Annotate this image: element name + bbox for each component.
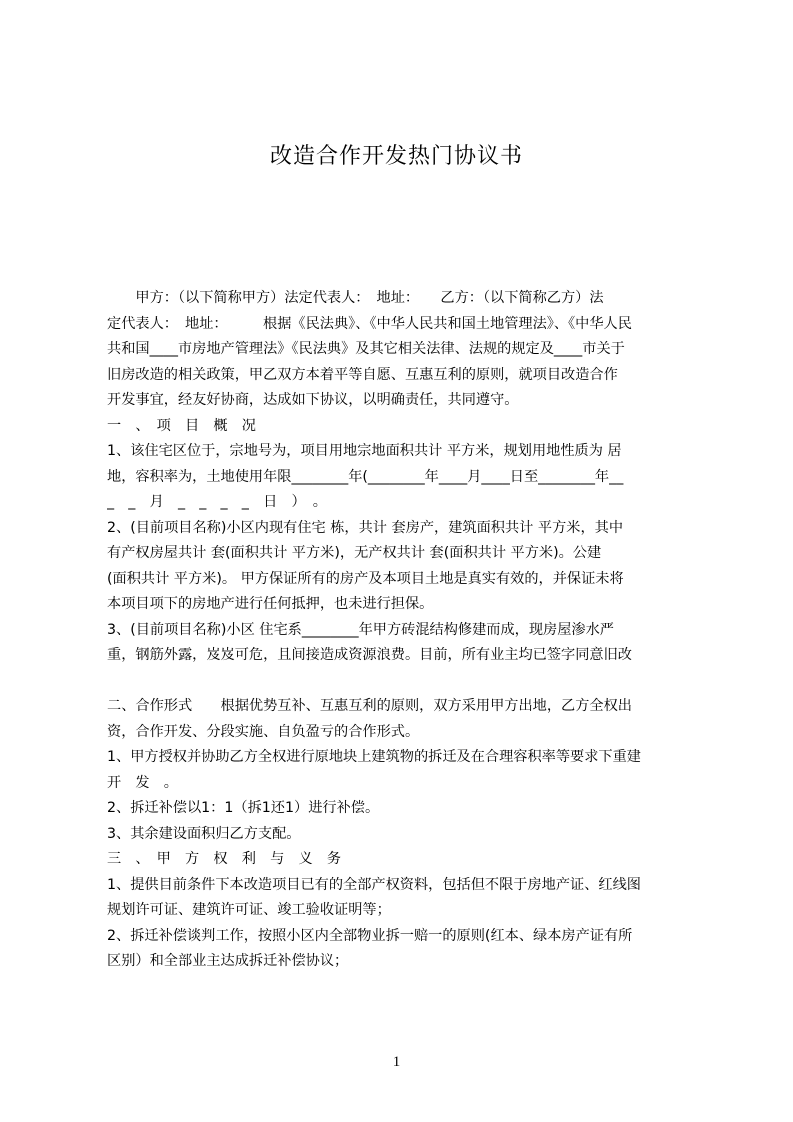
paragraph-line: 旧房改造的相关政策，甲乙双方本着平等自愿、互惠互利的原则，就项目改造合作 [107, 366, 618, 383]
paragraph-line: 1、甲方授权并协助乙方全权进行原地块上建筑物的拆迁及在合理容积率等要求下重建 [107, 749, 641, 765]
paragraph-line: 甲方：（以下简称甲方）法定代表人： 地址： 乙方：（以下简称乙方）法 [107, 290, 604, 306]
paragraph-line: (面积共计 平方米)。 甲方保证所有的房产及本项目土地是真实有效的，并保证未将 [107, 570, 624, 587]
paragraph-line: 共和国____市房地产管理法》《民法典》及其它相关法律、法规的规定及____市关于 [107, 341, 625, 357]
paragraph-line: 3、其余建设面积归乙方支配。 [107, 825, 301, 842]
paragraph-line: 重，钢筋外露，岌岌可危，且间接造成资源浪费。目前，所有业主均已签字同意旧改 [107, 647, 632, 663]
paragraph-line: 本项目项下的房地产进行任何抵押，也未进行担保。 [107, 596, 434, 612]
page-number: 1 [392, 1054, 401, 1070]
paragraph-line: 规划许可证、建筑许可证、竣工验收证明等； [107, 902, 391, 918]
paragraph-line: 区别）和全部业主达成拆迁补偿协议； [107, 953, 349, 969]
paragraph-line: 1、该住宅区位于，宗地号为，项目用地宗地面积共计 平方米，规划用地性质为 居 [107, 443, 622, 459]
paragraph-line: 1、提供目前条件下本改造项目已有的全部产权资料，包括但不限于房地产证、红线图 [107, 876, 641, 893]
paragraph-line: 2、(目前项目名称)小区内现有住宅 栋，共计 套房产，建筑面积共计 平方米，其中 [107, 519, 624, 536]
section-heading: 二、合作形式 根据优势互补、互惠互利的原则，双方采用甲方出地，乙方全权出 [107, 698, 632, 714]
paragraph-line: 有产权房屋共计 套(面积共计 平方米)，无产权共计 套(面积共计 平方米)。公建 [107, 545, 602, 561]
paragraph-line: 2、拆迁补偿以1：1（拆1还1）进行补偿。 [107, 800, 380, 816]
paragraph-line: 开 发 。 [107, 774, 178, 791]
paragraph-line: 开发事宜，经友好协商，达成如下协议，以明确责任，共同遵守。 [107, 392, 519, 408]
section-heading: 一 、 项 目 概 况 [107, 417, 256, 434]
section-heading: 三 、 甲 方 权 利 与 义 务 [107, 851, 342, 867]
paragraph-line: 3、(目前项目名称)小区 住宅系________年甲方砖混结构修建而成，现房屋渗水严 [107, 621, 614, 638]
paragraph-line: 2、拆迁补偿谈判工作，按照小区内全部物业拆一赔一的原则(红本、绿本房产证有所 [107, 927, 633, 944]
paragraph-line: 资，合作开发、分段实施、自负盈亏的合作形式。 [107, 723, 420, 740]
document-title: 改造合作开发热门协议书 [269, 144, 523, 169]
document-body [107, 286, 697, 975]
paragraph-line: 地，容积率为，土地使用年限________年(________年____月____日至________年__ [107, 468, 624, 485]
paragraph-line: _ _ 月 _ _ _ _ 日 ） 。 [107, 494, 327, 510]
blank-line [107, 669, 697, 695]
paragraph-line: 定代表人： 地址： 根据《民法典》、《中华人民共和国土地管理法》、《中华人民 [107, 315, 632, 332]
